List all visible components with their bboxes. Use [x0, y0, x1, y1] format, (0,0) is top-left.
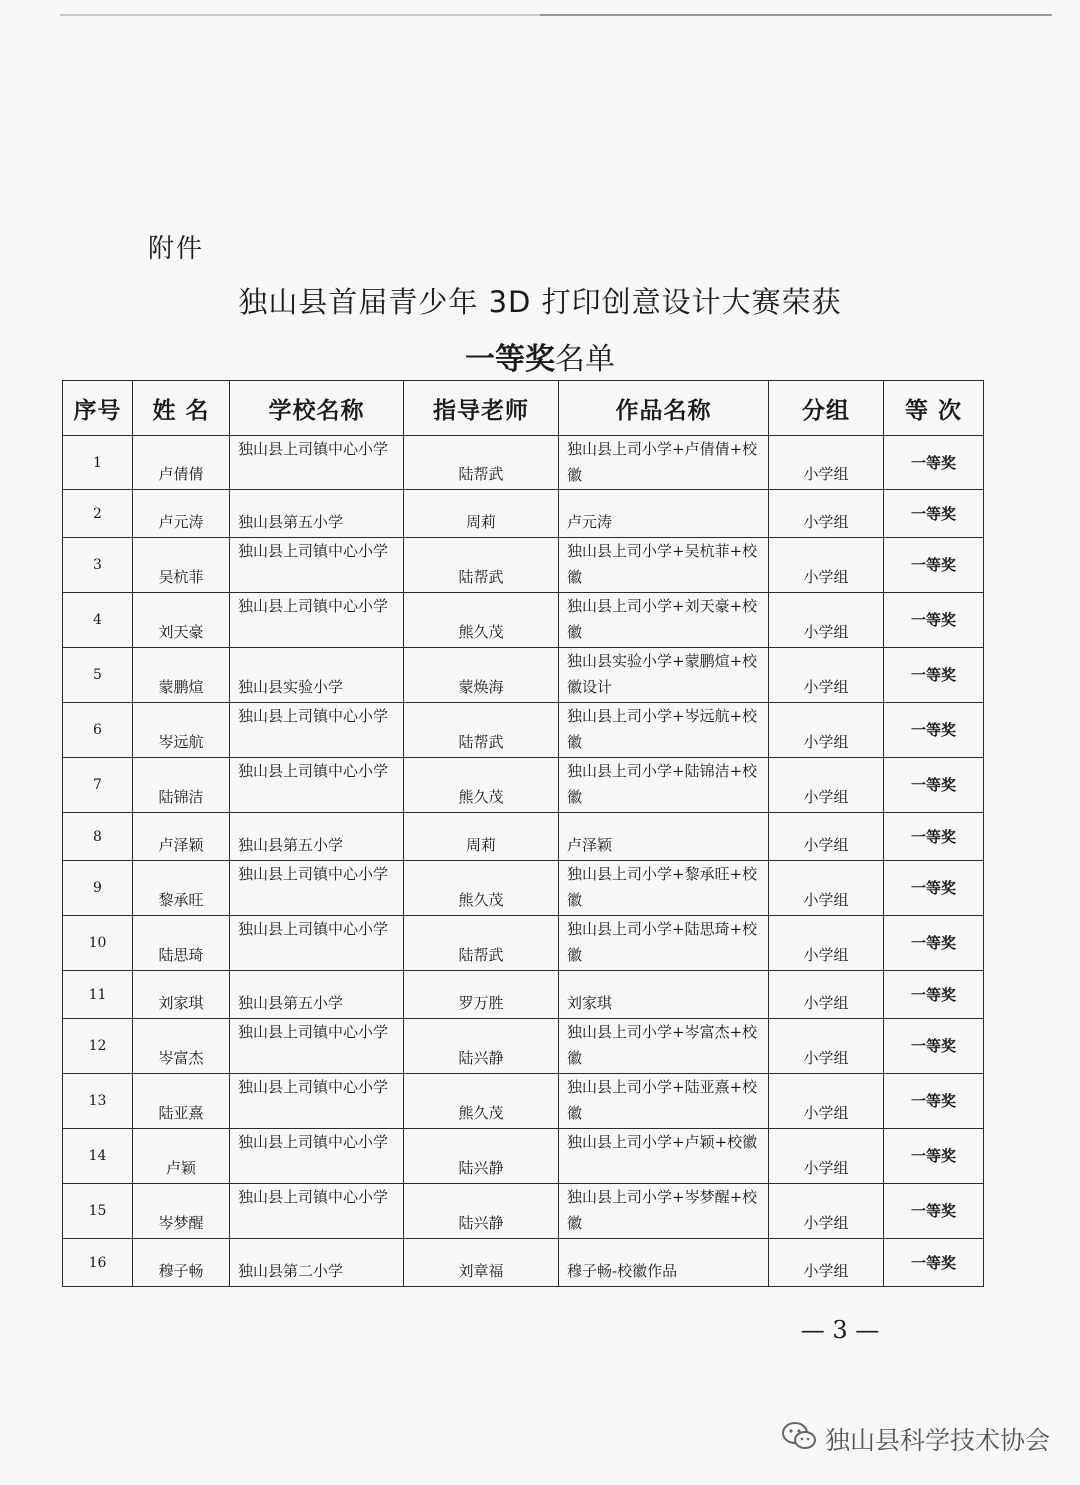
work-title: 独山县上司小学+岑远航+校徽 [559, 703, 769, 758]
award-level: 一等奖 [884, 861, 984, 916]
row-number: 12 [63, 1019, 133, 1074]
table-row [63, 1239, 984, 1287]
group-name: 小学组 [769, 1239, 884, 1287]
watermark [781, 1420, 1050, 1458]
table-row [63, 861, 984, 916]
group-name: 小学组 [769, 593, 884, 648]
work-title: 独山县实验小学+蒙鹏煊+校徽设计 [559, 648, 769, 703]
student-name: 黎承旺 [133, 861, 230, 916]
scan-edge-line-dark [540, 14, 1052, 16]
school-name: 独山县上司镇中心小学 [230, 1129, 404, 1184]
award-level: 一等奖 [884, 971, 984, 1019]
award-level: 一等奖 [884, 916, 984, 971]
school-name: 独山县实验小学 [230, 648, 404, 703]
table-row [63, 538, 984, 593]
header-cell-work: 作品名称 [559, 381, 769, 436]
table-row [63, 593, 984, 648]
row-number: 10 [63, 916, 133, 971]
school-name: 独山县上司镇中心小学 [230, 538, 404, 593]
award-level: 一等奖 [884, 593, 984, 648]
group-name: 小学组 [769, 758, 884, 813]
school-name: 独山县第二小学 [230, 1239, 404, 1287]
work-title: 独山县上司小学+卢颖+校徽 [559, 1129, 769, 1184]
teacher-name: 陆兴静 [404, 1184, 559, 1239]
teacher-name: 熊久茂 [404, 758, 559, 813]
student-name: 吴杭菲 [133, 538, 230, 593]
row-number: 13 [63, 1074, 133, 1129]
award-level: 一等奖 [884, 1129, 984, 1184]
work-title: 独山县上司小学+刘天豪+校徽 [559, 593, 769, 648]
table-body [63, 436, 984, 1287]
table-row [63, 813, 984, 861]
row-number: 11 [63, 971, 133, 1019]
table-row [63, 1184, 984, 1239]
teacher-name: 周莉 [404, 813, 559, 861]
table-header-row [63, 381, 984, 436]
work-title: 独山县上司小学+陆锦洁+校徽 [559, 758, 769, 813]
group-name: 小学组 [769, 490, 884, 538]
table-row [63, 436, 984, 490]
work-title: 独山县上司小学+陆亚熹+校徽 [559, 1074, 769, 1129]
attachment-label: 附件 [148, 234, 205, 264]
award-level: 一等奖 [884, 436, 984, 490]
watermark-text: 独山县科学技术协会 [824, 1426, 1050, 1455]
award-level: 一等奖 [884, 490, 984, 538]
row-number: 6 [63, 703, 133, 758]
table-row [63, 1019, 984, 1074]
table-row [63, 1074, 984, 1129]
teacher-name: 熊久茂 [404, 861, 559, 916]
teacher-name: 陆帮武 [404, 538, 559, 593]
school-name: 独山县上司镇中心小学 [230, 1184, 404, 1239]
work-title: 独山县上司小学+陆思琦+校徽 [559, 916, 769, 971]
student-name: 岑远航 [133, 703, 230, 758]
student-name: 陆锦洁 [133, 758, 230, 813]
group-name: 小学组 [769, 1019, 884, 1074]
teacher-name: 陆帮武 [404, 703, 559, 758]
table-row [63, 703, 984, 758]
document-title-line1: 独山县首届青少年 3D 打印创意设计大赛荣获 [238, 285, 842, 319]
row-number: 2 [63, 490, 133, 538]
group-name: 小学组 [769, 813, 884, 861]
award-level: 一等奖 [884, 758, 984, 813]
student-name: 岑富杰 [133, 1019, 230, 1074]
title-award-level: 一等奖 [465, 342, 555, 377]
teacher-name: 罗万胜 [404, 971, 559, 1019]
row-number: 7 [63, 758, 133, 813]
work-title: 卢泽颖 [559, 813, 769, 861]
group-name: 小学组 [769, 861, 884, 916]
student-name: 刘家琪 [133, 971, 230, 1019]
header-cell-teacher: 指导老师 [404, 381, 559, 436]
table-row [63, 648, 984, 703]
row-number: 5 [63, 648, 133, 703]
award-level: 一等奖 [884, 1019, 984, 1074]
table-row [63, 758, 984, 813]
row-number: 8 [63, 813, 133, 861]
student-name: 岑梦醒 [133, 1184, 230, 1239]
student-name: 蒙鹏煊 [133, 648, 230, 703]
school-name: 独山县第五小学 [230, 813, 404, 861]
row-number: 1 [63, 436, 133, 490]
teacher-name: 熊久茂 [404, 593, 559, 648]
group-name: 小学组 [769, 648, 884, 703]
header-cell-no: 序号 [63, 381, 133, 436]
table-row [63, 1129, 984, 1184]
header-cell-award: 等 次 [884, 381, 984, 436]
wechat-icon [781, 1420, 817, 1458]
work-title: 独山县上司小学+黎承旺+校徽 [559, 861, 769, 916]
teacher-name: 蒙焕海 [404, 648, 559, 703]
award-level: 一等奖 [884, 648, 984, 703]
row-number: 16 [63, 1239, 133, 1287]
student-name: 穆子畅 [133, 1239, 230, 1287]
header-cell-name: 姓 名 [133, 381, 230, 436]
award-level: 一等奖 [884, 703, 984, 758]
table-row [63, 971, 984, 1019]
school-name: 独山县上司镇中心小学 [230, 861, 404, 916]
group-name: 小学组 [769, 703, 884, 758]
document-title-line2 [0, 334, 1080, 378]
teacher-name: 陆兴静 [404, 1019, 559, 1074]
group-name: 小学组 [769, 1074, 884, 1129]
page-number: — 3 — [800, 1316, 880, 1344]
teacher-name: 刘章福 [404, 1239, 559, 1287]
teacher-name: 陆兴静 [404, 1129, 559, 1184]
group-name: 小学组 [769, 1184, 884, 1239]
group-name: 小学组 [769, 1129, 884, 1184]
group-name: 小学组 [769, 538, 884, 593]
award-level: 一等奖 [884, 1184, 984, 1239]
award-level: 一等奖 [884, 1239, 984, 1287]
title-list-word: 名单 [555, 342, 615, 377]
work-title: 独山县上司小学+岑梦醒+校徽 [559, 1184, 769, 1239]
student-name: 卢倩倩 [133, 436, 230, 490]
award-level: 一等奖 [884, 1074, 984, 1129]
teacher-name: 陆帮武 [404, 436, 559, 490]
teacher-name: 熊久茂 [404, 1074, 559, 1129]
award-table [62, 380, 984, 1287]
work-title: 卢元涛 [559, 490, 769, 538]
school-name: 独山县上司镇中心小学 [230, 1074, 404, 1129]
student-name: 卢颖 [133, 1129, 230, 1184]
student-name: 卢元涛 [133, 490, 230, 538]
work-title: 刘家琪 [559, 971, 769, 1019]
header-cell-school: 学校名称 [230, 381, 404, 436]
row-number: 3 [63, 538, 133, 593]
table-row [63, 916, 984, 971]
group-name: 小学组 [769, 916, 884, 971]
student-name: 刘天豪 [133, 593, 230, 648]
award-level: 一等奖 [884, 538, 984, 593]
work-title: 独山县上司小学+吴杭菲+校徽 [559, 538, 769, 593]
row-number: 14 [63, 1129, 133, 1184]
header-cell-group: 分组 [769, 381, 884, 436]
school-name: 独山县第五小学 [230, 490, 404, 538]
work-title: 穆子畅-校徽作品 [559, 1239, 769, 1287]
row-number: 15 [63, 1184, 133, 1239]
group-name: 小学组 [769, 971, 884, 1019]
table-row [63, 490, 984, 538]
student-name: 卢泽颖 [133, 813, 230, 861]
school-name: 独山县上司镇中心小学 [230, 593, 404, 648]
work-title: 独山县上司小学+卢倩倩+校徽 [559, 436, 769, 490]
student-name: 陆思琦 [133, 916, 230, 971]
school-name: 独山县上司镇中心小学 [230, 758, 404, 813]
row-number: 4 [63, 593, 133, 648]
school-name: 独山县上司镇中心小学 [230, 703, 404, 758]
award-level: 一等奖 [884, 813, 984, 861]
group-name: 小学组 [769, 436, 884, 490]
row-number: 9 [63, 861, 133, 916]
work-title: 独山县上司小学+岑富杰+校徽 [559, 1019, 769, 1074]
teacher-name: 周莉 [404, 490, 559, 538]
student-name: 陆亚熹 [133, 1074, 230, 1129]
school-name: 独山县上司镇中心小学 [230, 916, 404, 971]
school-name: 独山县上司镇中心小学 [230, 436, 404, 490]
teacher-name: 陆帮武 [404, 916, 559, 971]
school-name: 独山县第五小学 [230, 971, 404, 1019]
school-name: 独山县上司镇中心小学 [230, 1019, 404, 1074]
